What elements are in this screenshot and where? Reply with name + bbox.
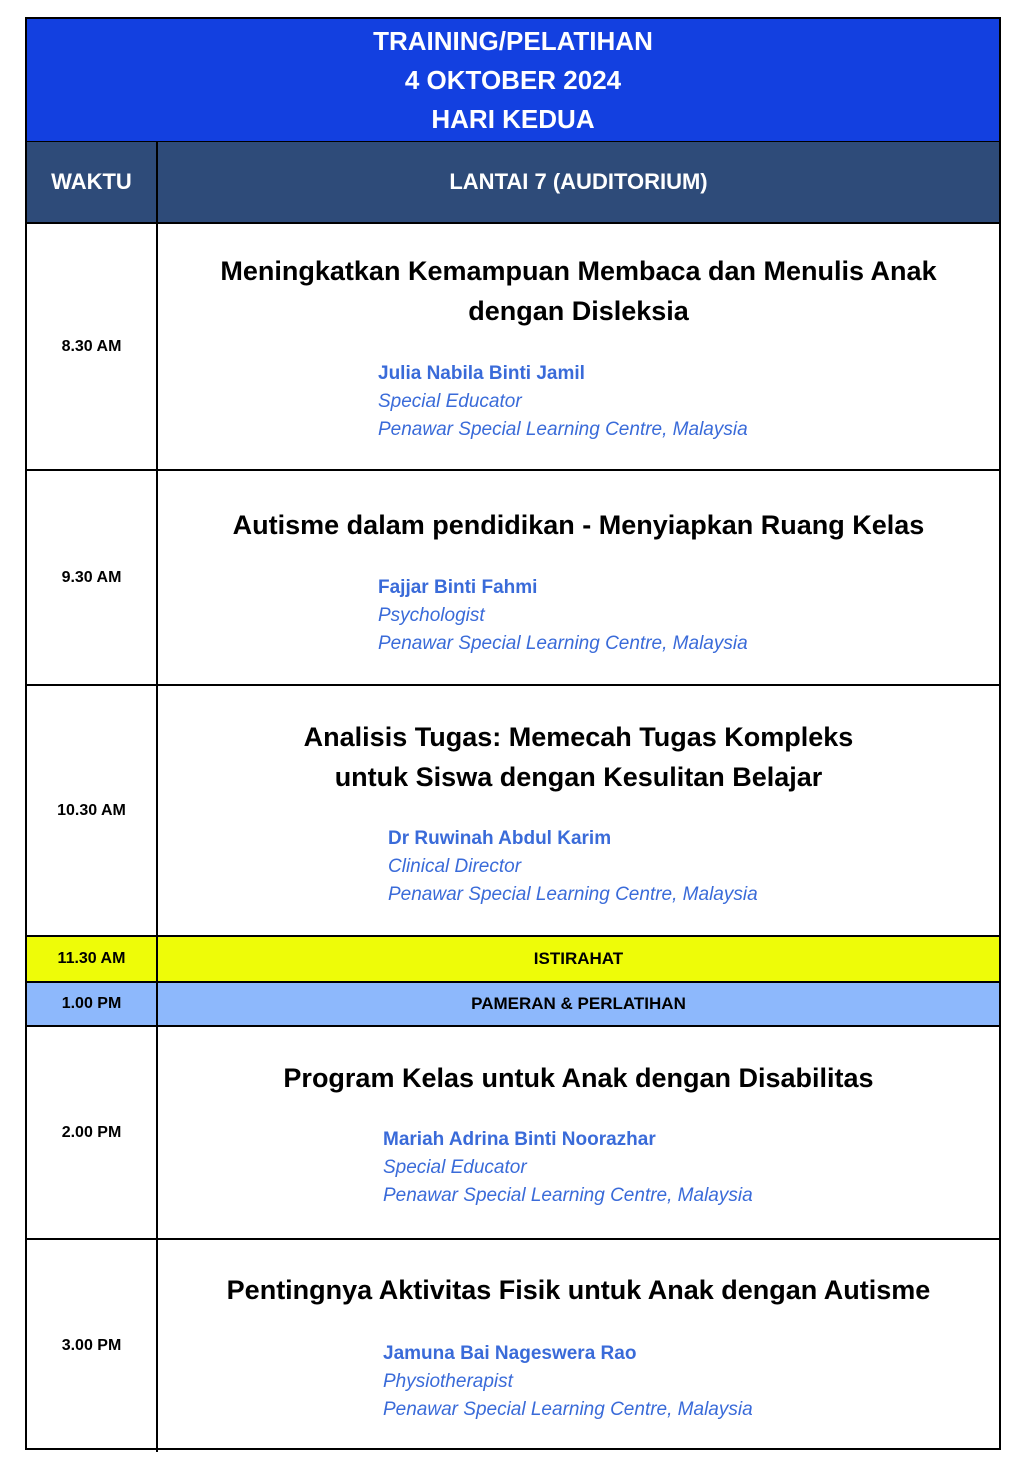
session-row [27,224,999,471]
speaker-name: Fajjar Binti Fahmi [378,577,538,598]
session-row [27,1027,999,1240]
session-title-line: Program Kelas untuk Anak dengan Disabilitas [283,1063,874,1093]
speaker-block [383,1126,753,1210]
speaker-block [378,574,748,658]
speaker-name: Dr Ruwinah Abdul Karim [388,828,612,849]
break-label: ISTIRAHAT [533,949,624,968]
break-label: PAMERAN & PERLATIHAN [471,994,686,1013]
session-time: 3.00 PM [27,1240,158,1452]
speaker-role: Physiotherapist [383,1371,513,1392]
session-row [27,686,999,937]
speaker-name: Julia Nabila Binti Jamil [378,363,585,384]
break-time: 11.30 AM [27,937,158,981]
speaker-organization: Penawar Special Learning Centre, Malaysia [378,633,748,654]
speaker-role: Psychologist [378,605,485,626]
speaker-role: Special Educator [378,391,522,412]
schedule-title [27,19,999,142]
session-title-line: untuk Siswa dengan Kesulitan Belajar [334,762,823,792]
session-row [27,471,999,686]
session-title-line: Pentingnya Aktivitas Fisik untuk Anak dengan Autisme [226,1275,931,1305]
session-content [158,1027,999,1238]
title-line-date: 4 OKTOBER 2024 [404,65,622,95]
speaker-organization: Penawar Special Learning Centre, Malaysia [383,1399,753,1420]
speaker-role: Clinical Director [388,856,522,877]
session-time: 10.30 AM [27,686,158,935]
column-header-row [27,142,999,224]
session-content [158,686,999,935]
title-line-day: HARI KEDUA [431,104,595,134]
speaker-name: Mariah Adrina Binti Noorazhar [383,1129,656,1150]
column-header-venue: LANTAI 7 (AUDITORIUM) [449,169,708,194]
schedule-table [25,17,1001,1450]
break-row-exhibition [27,983,999,1027]
speaker-organization: Penawar Special Learning Centre, Malaysia [383,1185,753,1206]
break-row-rest [27,937,999,983]
session-row [27,1240,999,1452]
session-time: 2.00 PM [27,1027,158,1238]
session-content [158,1240,999,1452]
session-title-line: Analisis Tugas: Memecah Tugas Kompleks [303,722,854,752]
speaker-block [383,1340,753,1424]
column-header-time: WAKTU [27,142,158,222]
speaker-block [388,825,758,909]
session-time: 9.30 AM [27,471,158,684]
session-time: 8.30 AM [27,224,158,469]
session-title-line: Meningkatkan Kemampuan Membaca dan Menulis Anak [220,256,937,286]
session-content [158,471,999,684]
session-title-line: Autisme dalam pendidikan - Menyiapkan Ruang Kelas [232,510,925,540]
speaker-role: Special Educator [383,1157,527,1178]
break-time: 1.00 PM [27,983,158,1025]
speaker-organization: Penawar Special Learning Centre, Malaysia [378,419,748,440]
speaker-block [378,360,748,444]
speaker-organization: Penawar Special Learning Centre, Malaysia [388,884,758,905]
session-content [158,224,999,469]
speaker-name: Jamuna Bai Nageswera Rao [383,1343,637,1364]
session-title-line: dengan Disleksia [468,296,689,326]
title-line-training: TRAINING/PELATIHAN [373,26,653,56]
